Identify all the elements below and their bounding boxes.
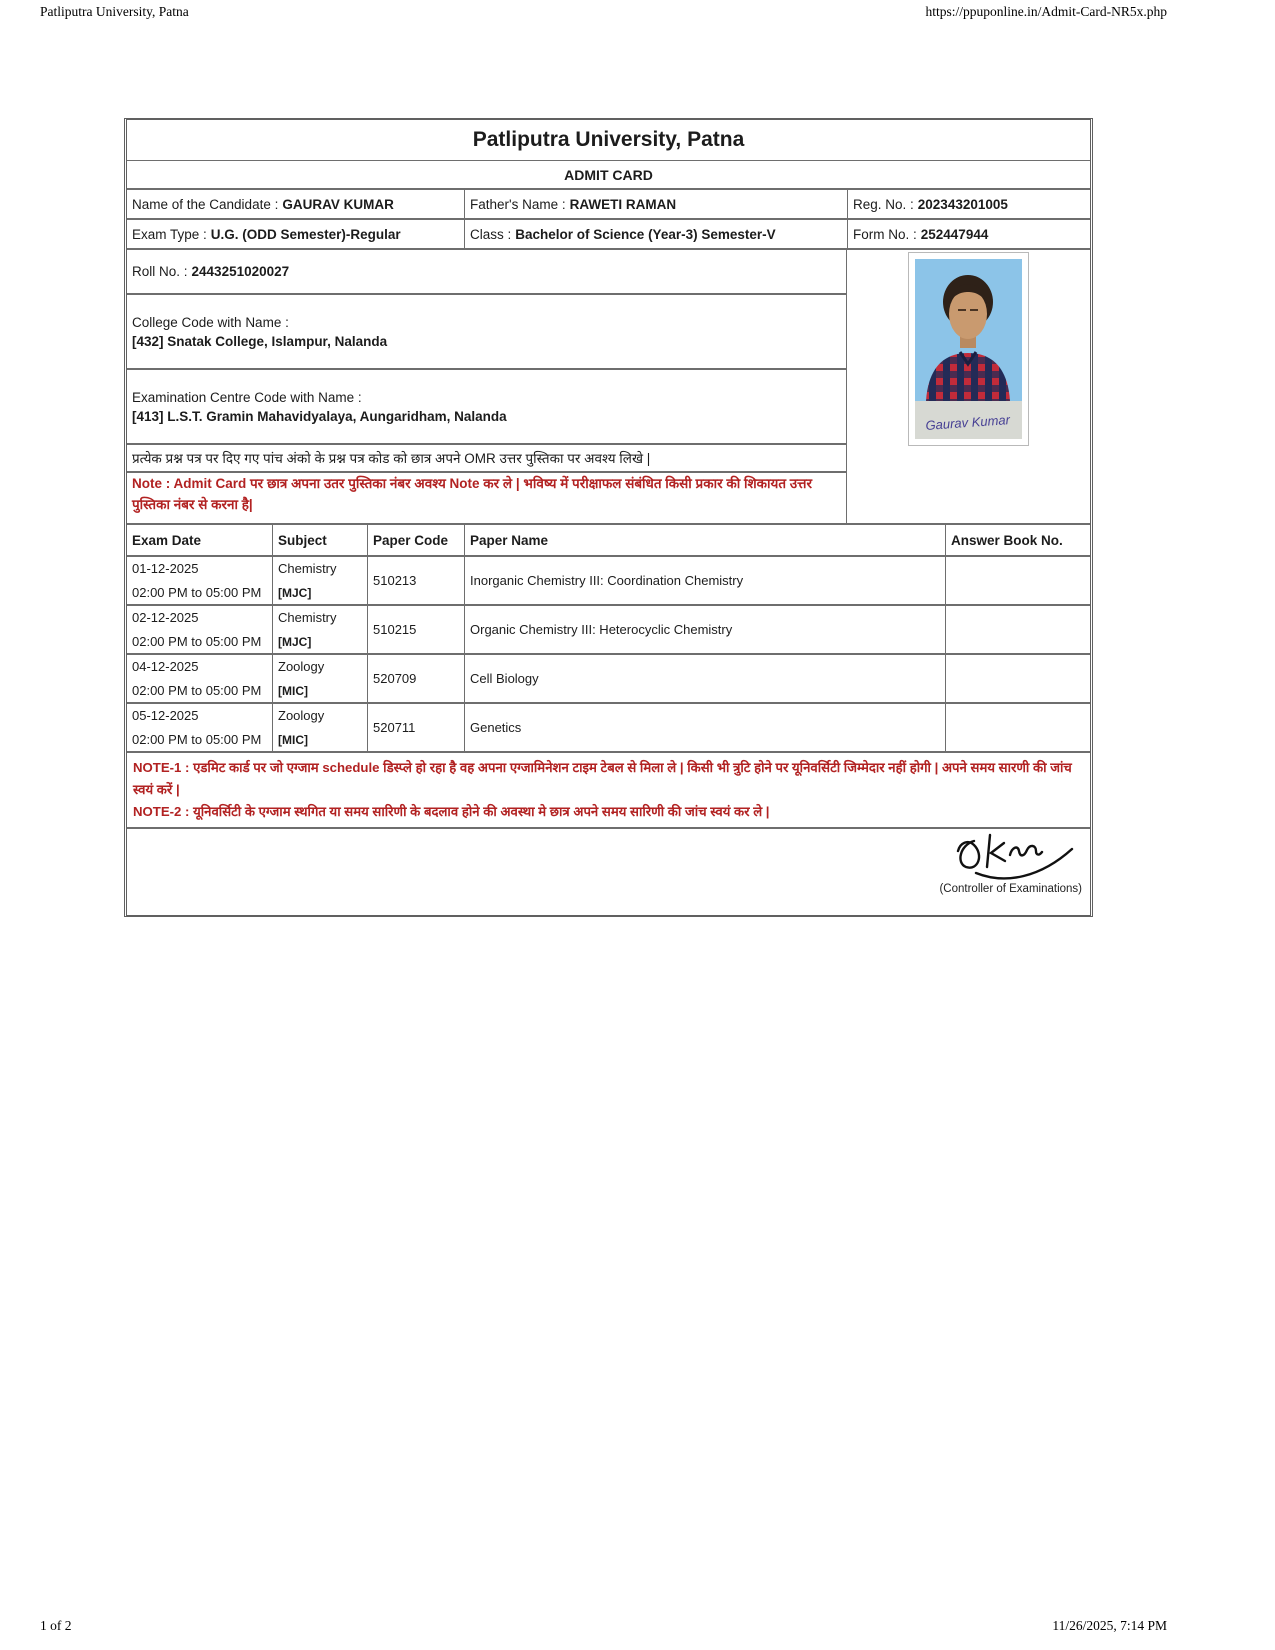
college-value: [432] Snatak College, Islampur, Nalanda — [132, 333, 388, 349]
reg-no-cell — [848, 190, 1090, 218]
paper-name-cell: Cell Biology — [465, 655, 946, 702]
paper-code-cell: 520709 — [368, 655, 465, 702]
print-timestamp: 11/26/2025, 7:14 PM — [1052, 1618, 1167, 1633]
red-note: Note : Admit Card पर छात्र अपना उतर पुस्तिका नंबर अवश्य Note कर ले | भविष्य में परीक्षाफल संबंधित किसी प्रकार की शिकायत उत्तर पुस्तिका नंबर से करना है| — [132, 476, 813, 512]
class-cell — [465, 220, 848, 248]
class-label: Class : — [470, 226, 512, 242]
paper-code-cell: 510215 — [368, 606, 465, 653]
page-number: 1 of 2 — [40, 1618, 72, 1633]
browser-print-footer — [40, 1618, 1167, 1634]
footer-notes — [127, 753, 1090, 829]
print-header-title: Patliputra University, Patna — [40, 4, 189, 19]
exam-type-label: Exam Type : — [132, 226, 207, 242]
header-paper-code: Paper Code — [368, 525, 465, 555]
paper-code-cell: 510213 — [368, 557, 465, 604]
candidate-info-row-2 — [127, 220, 1090, 250]
roll-no-label: Roll No. : — [132, 264, 188, 279]
answer-book-no-cell — [946, 557, 1090, 604]
exam-type-cell — [127, 220, 465, 248]
father-name-value: RAWETI RAMAN — [569, 196, 677, 212]
signature-section — [127, 829, 1090, 915]
photo-cell — [846, 250, 1090, 523]
subject-name: Zoology — [278, 659, 325, 674]
exam-date-cell — [127, 557, 273, 604]
exam-date-cell — [127, 606, 273, 653]
omr-instruction: प्रत्येक प्रश्न पत्र पर दिए गए पांच अंको के प्रश्न पत्र कोड को छात्र अपने OMR उत्तर पुस्तिका पर अवश्य लिखे | — [127, 445, 846, 473]
candidate-name-label: Name of the Candidate : — [132, 196, 279, 212]
header-paper-name: Paper Name — [465, 525, 946, 555]
subject-tag: [MJC] — [278, 586, 312, 600]
exam-date-cell — [127, 655, 273, 702]
candidate-name-value: GAURAV KUMAR — [282, 196, 394, 212]
roll-no-cell — [127, 250, 846, 295]
paper-name-cell: Organic Chemistry III: Heterocyclic Chemistry — [465, 606, 946, 653]
candidate-name-cell — [127, 190, 465, 218]
middle-left-column — [127, 250, 846, 523]
answer-book-no-cell — [946, 606, 1090, 653]
father-name-label: Father's Name : — [470, 196, 566, 212]
candidate-info-row-1 — [127, 190, 1090, 220]
exam-table-row — [127, 606, 1090, 655]
photo-signature-text: Gaurav Kumar — [924, 412, 1011, 433]
subject-cell — [273, 655, 368, 702]
reg-no-value: 202343201005 — [917, 196, 1008, 212]
browser-print-header — [40, 4, 1167, 20]
exam-centre-cell — [127, 370, 846, 445]
form-no-label: Form No. : — [853, 226, 917, 242]
university-title: Patliputra University, Patna — [127, 120, 1090, 161]
note-2: NOTE-2 : यूनिवर्सिटी के एग्जाम स्थगित या समय सारिणी के बदलाव होने की अवस्था मे छात्र अपने समय सारिणी की जांच स्वयं कर ले | — [133, 804, 770, 819]
exam-date: 01-12-2025 — [132, 561, 199, 576]
admit-card-heading: ADMIT CARD — [127, 161, 1090, 190]
subject-tag: [MIC] — [278, 733, 308, 747]
paper-name-cell: Inorganic Chemistry III: Coordination Chemistry — [465, 557, 946, 604]
subject-name: Chemistry — [278, 561, 337, 576]
roll-no-value: 2443251020027 — [191, 264, 290, 279]
subject-cell — [273, 704, 368, 751]
exam-time: 02:00 PM to 05:00 PM — [132, 683, 262, 698]
exam-date: 04-12-2025 — [132, 659, 199, 674]
exam-time: 02:00 PM to 05:00 PM — [132, 585, 262, 600]
subject-cell — [273, 606, 368, 653]
middle-section — [127, 250, 1090, 525]
candidate-photo — [908, 252, 1029, 446]
subject-name: Zoology — [278, 708, 325, 723]
subject-name: Chemistry — [278, 610, 337, 625]
college-cell — [127, 295, 846, 370]
exam-time: 02:00 PM to 05:00 PM — [132, 634, 262, 649]
note-1: NOTE-1 : एडमिट कार्ड पर जो एग्जाम schedule डिस्प्ले हो रहा है वह अपना एग्जामिनेशन टाइम टेबल से मिला ले | किसी भी त्रुटि होने पर यूनिवर्सिटी जिम्मेदार नहीं होगी | अपने समय सारणी की जांच स्वयं करें | — [133, 760, 1072, 797]
class-value: Bachelor of Science (Year-3) Semester-V — [515, 226, 776, 242]
answer-book-no-cell — [946, 704, 1090, 751]
reg-no-label: Reg. No. : — [853, 196, 914, 212]
exam-table-row — [127, 655, 1090, 704]
exam-centre-label: Examination Centre Code with Name : — [132, 389, 362, 405]
paper-code-cell: 520711 — [368, 704, 465, 751]
form-no-cell — [848, 220, 1090, 248]
father-name-cell — [465, 190, 848, 218]
print-header-url: https://ppuponline.in/Admit-Card-NR5x.php — [925, 4, 1167, 19]
exam-table-row — [127, 704, 1090, 753]
header-exam-date: Exam Date — [127, 525, 273, 555]
exam-date: 05-12-2025 — [132, 708, 199, 723]
form-no-value: 252447944 — [920, 226, 989, 242]
controller-signature-caption: (Controller of Examinations) — [939, 883, 1082, 895]
college-label: College Code with Name : — [132, 314, 289, 330]
exam-table-row — [127, 557, 1090, 606]
subject-tag: [MIC] — [278, 684, 308, 698]
exam-date-cell — [127, 704, 273, 751]
exam-time: 02:00 PM to 05:00 PM — [132, 732, 262, 747]
exam-date: 02-12-2025 — [132, 610, 199, 625]
subject-cell — [273, 557, 368, 604]
exam-centre-value: [413] L.S.T. Gramin Mahavidyalaya, Aungaridham, Nalanda — [132, 408, 507, 424]
paper-name-cell: Genetics — [465, 704, 946, 751]
controller-signature-image — [946, 829, 1078, 881]
exam-type-value: U.G. (ODD Semester)-Regular — [210, 226, 401, 242]
answer-book-no-cell — [946, 655, 1090, 702]
admit-card — [124, 118, 1093, 917]
exam-table-header — [127, 525, 1090, 557]
header-answer-book-no: Answer Book No. — [951, 532, 1063, 548]
subject-tag: [MJC] — [278, 635, 312, 649]
header-subject: Subject — [273, 525, 368, 555]
